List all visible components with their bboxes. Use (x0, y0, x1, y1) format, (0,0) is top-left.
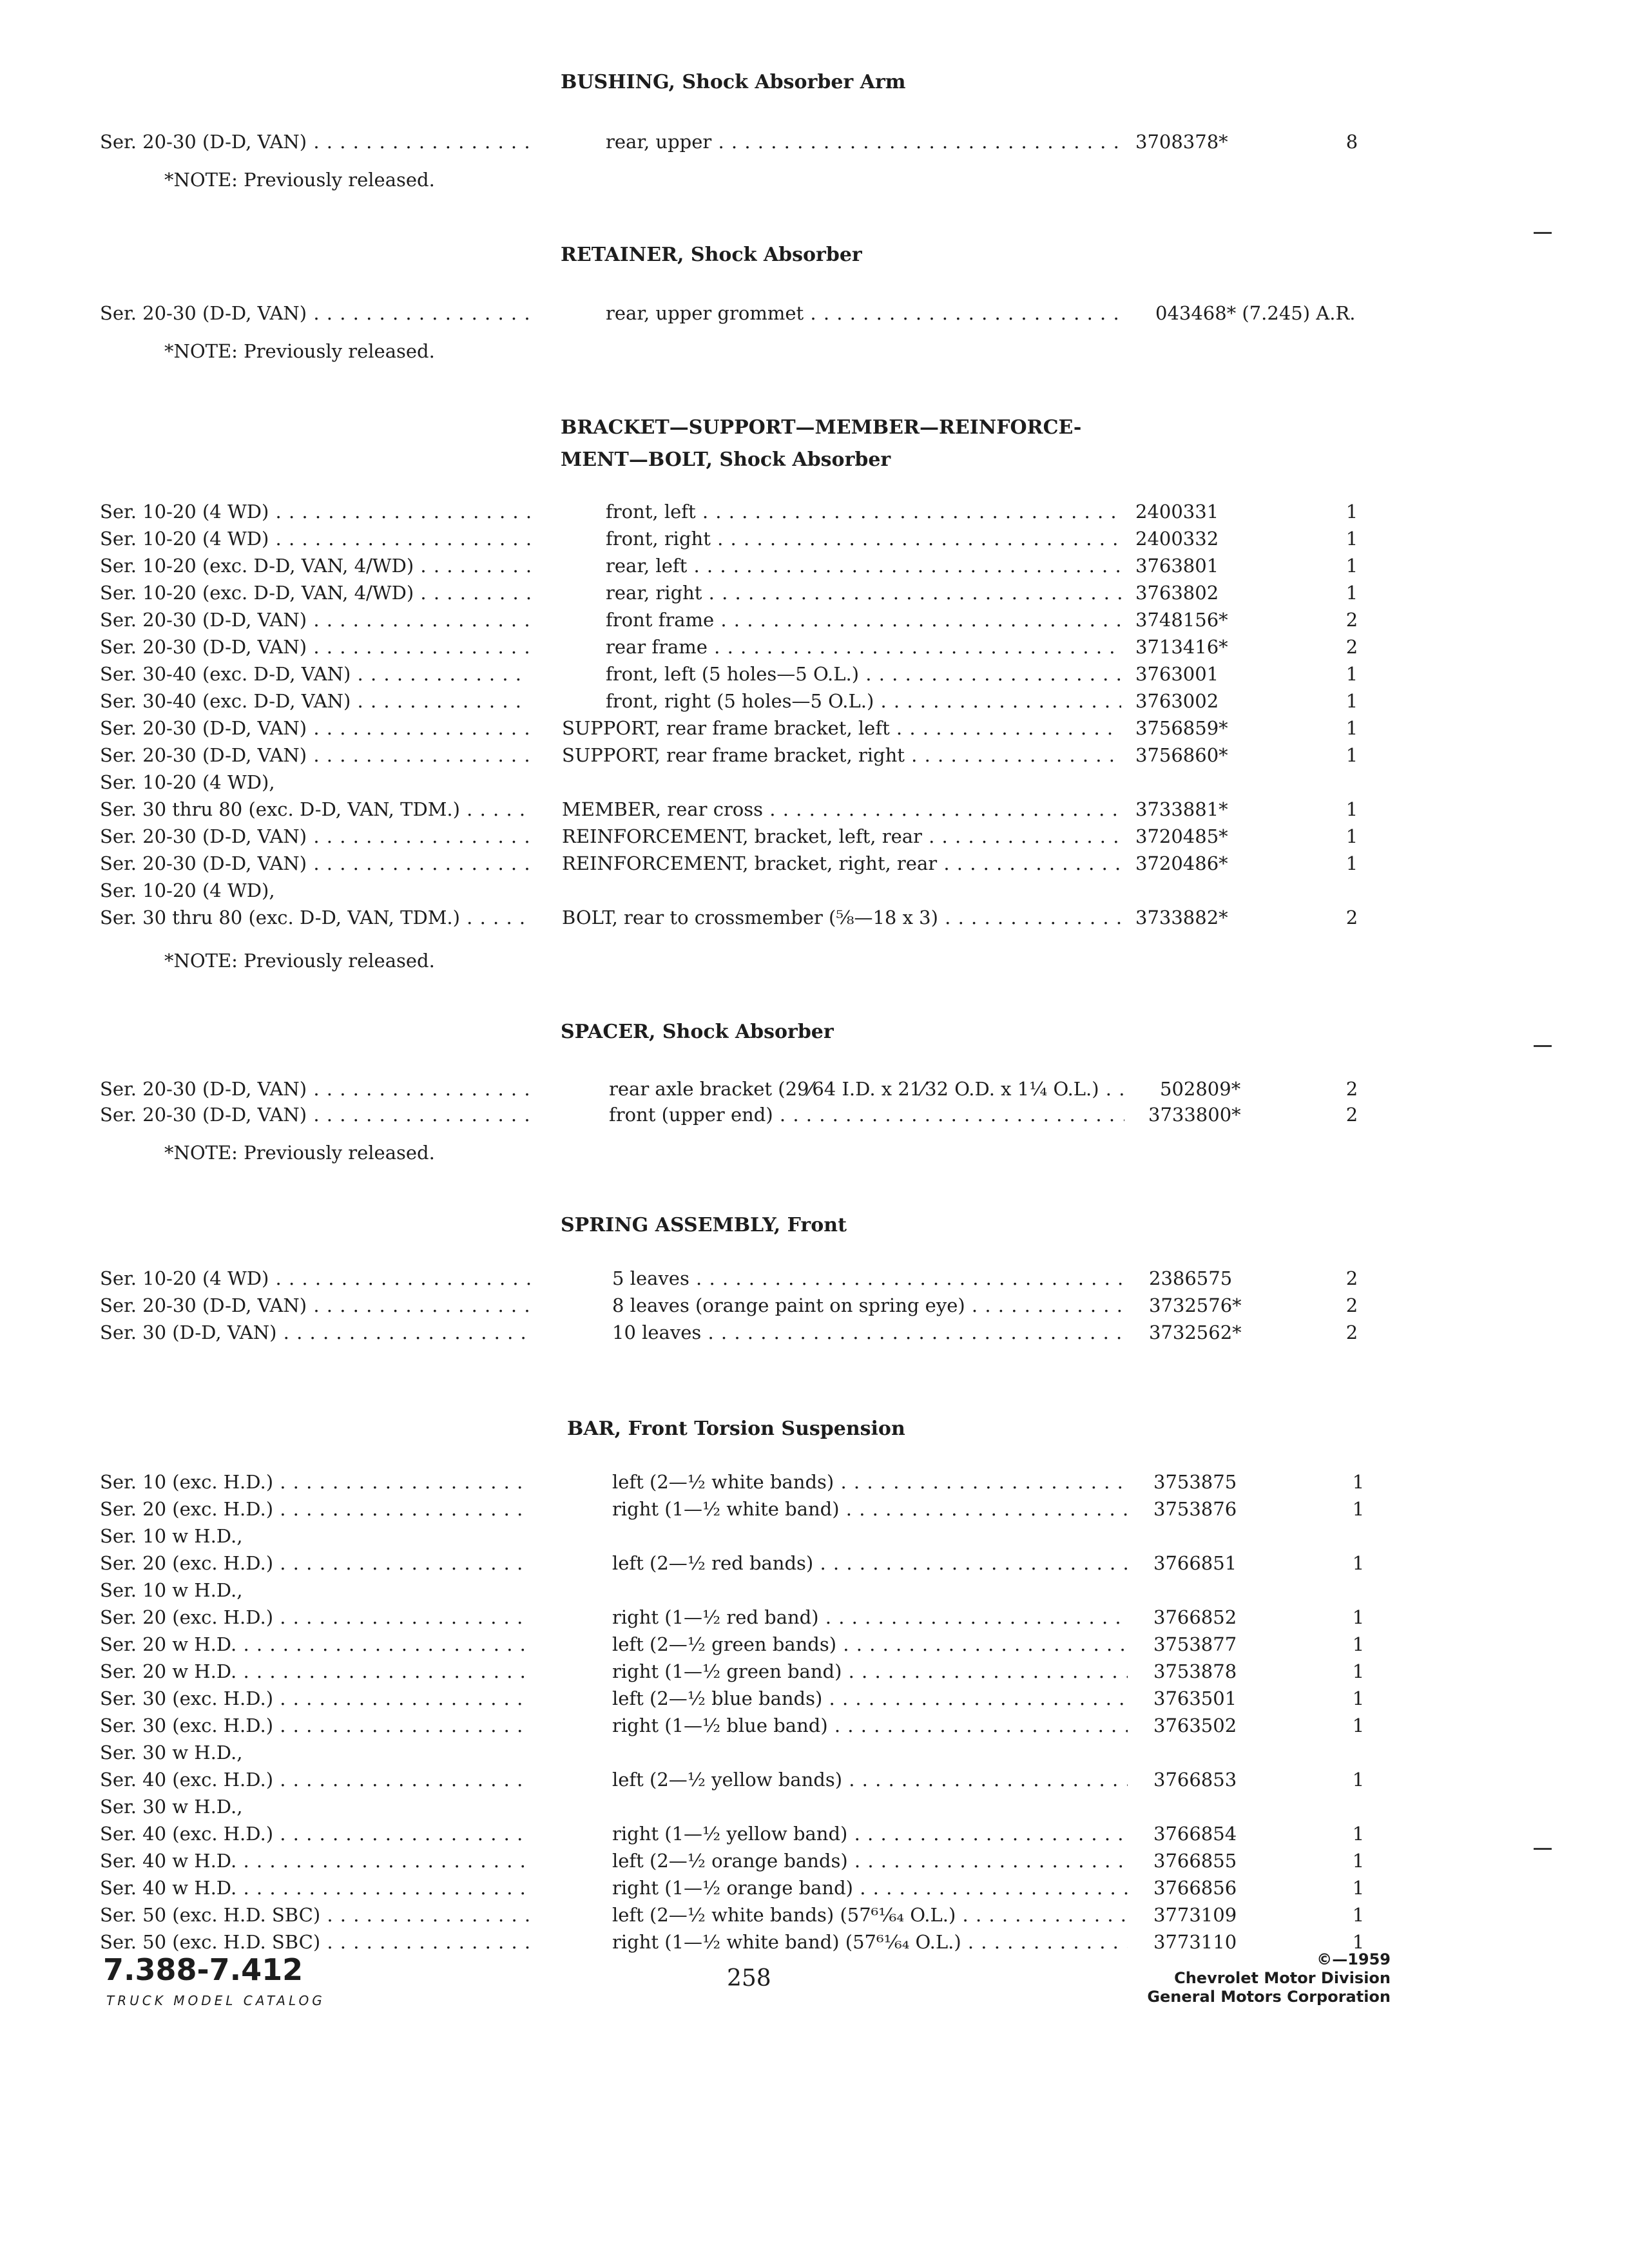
corporation-text: General Motors Corporation (1147, 1988, 1391, 2006)
quantity: 2 (1345, 609, 1358, 631)
part-number: 3732562* (1149, 1321, 1242, 1343)
description-text: right (1—½ orange band) . . . (612, 1875, 1128, 1901)
list-item (0, 1821, 1629, 1847)
series-text: Ser. 10 w H.D., (100, 1525, 243, 1547)
description-text: right (1—½ yellow band) . . . (612, 1821, 1128, 1847)
part-number: 3763501 (1153, 1687, 1237, 1709)
quantity: 1 (1345, 717, 1358, 739)
part-number: 2400331 (1135, 501, 1219, 523)
description-text: front, right (5 holes—5 O.L.) . . . (606, 688, 1121, 714)
publisher-block (1147, 1950, 1391, 2006)
quantity: 2 (1345, 636, 1358, 658)
quantity: 1 (1352, 1850, 1365, 1872)
list-item (0, 1550, 1629, 1576)
description-text: SUPPORT, rear frame bracket, left . . . (562, 715, 1121, 741)
quantity: 1 (1345, 690, 1358, 712)
part-number: 3720486* (1135, 852, 1228, 874)
description-text: front (upper end) . . . (609, 1102, 1124, 1128)
part-number: 3763502 (1153, 1715, 1237, 1736)
series-text: Ser. 20-30 (D-D, VAN) . . . (100, 1293, 530, 1318)
part-number: 3766853 (1153, 1769, 1237, 1791)
quantity: 2 (1345, 1267, 1358, 1289)
description-text: right (1—½ white band) . . . (612, 1496, 1128, 1522)
list-item (0, 129, 1629, 155)
part-number: 3766855 (1153, 1850, 1237, 1872)
series-text: Ser. 20-30 (D-D, VAN) . . . (100, 715, 530, 741)
quantity: 2 (1345, 1104, 1358, 1126)
description-text: left (2—½ yellow bands) . . . (612, 1767, 1128, 1792)
series-text: Ser. 30 w H.D., (100, 1742, 243, 1763)
series-text: Ser. 30 thru 80 (exc. D-D, VAN, TDM.) . . . (100, 796, 530, 822)
page-code: 7.388-7.412 (103, 1952, 304, 1987)
description-text: MEMBER, rear cross . . . (562, 796, 1121, 822)
list-item (0, 823, 1629, 849)
section-title: SPACER, Shock Absorber (561, 1021, 834, 1043)
list-item (0, 715, 1629, 741)
quantity: 2 (1345, 1321, 1358, 1343)
part-number: 043468* (7.245) A.R. (1155, 302, 1356, 324)
list-item (0, 1496, 1629, 1522)
series-text: Ser. 10 (exc. H.D.) . . . (100, 1469, 530, 1495)
description-text: left (2—½ red bands) . . . (612, 1550, 1128, 1576)
quantity: 1 (1352, 1633, 1365, 1655)
series-text: Ser. 20-30 (D-D, VAN) . . . (100, 823, 530, 849)
list-item (0, 526, 1629, 552)
list-item (0, 878, 1629, 903)
description-text: REINFORCEMENT, bracket, left, rear . . . (562, 823, 1121, 849)
quantity: 1 (1345, 528, 1358, 550)
note-text: *NOTE: Previously released. (164, 340, 435, 362)
series-text: Ser. 20-30 (D-D, VAN) . . . (100, 1076, 530, 1102)
series-text: Ser. 10-20 (exc. D-D, VAN, 4/WD) . . . (100, 553, 530, 579)
quantity: 1 (1352, 1471, 1365, 1493)
list-item (0, 300, 1629, 326)
part-number: 2400332 (1135, 528, 1219, 550)
part-number: 3753878 (1153, 1660, 1237, 1682)
list-item (0, 634, 1629, 660)
description-text: SUPPORT, rear frame bracket, right . . . (562, 742, 1121, 768)
quantity: 1 (1352, 1715, 1365, 1736)
quantity: 1 (1345, 663, 1358, 685)
list-item (0, 1320, 1629, 1345)
description-text: rear axle bracket (29⁄64 I.D. x 21⁄32 O.D. x 1¼ O.L.) . . . (609, 1076, 1124, 1102)
list-item (0, 1658, 1629, 1684)
quantity: 1 (1345, 852, 1358, 874)
quantity: 1 (1352, 1687, 1365, 1709)
list-item (0, 1794, 1629, 1820)
margin-mark (1534, 1045, 1552, 1047)
quantity: 1 (1345, 744, 1358, 766)
part-number: 3766851 (1153, 1552, 1237, 1574)
section-title: RETAINER, Shock Absorber (561, 244, 862, 266)
series-text: Ser. 20-30 (D-D, VAN) . . . (100, 742, 530, 768)
series-text: Ser. 10-20 (exc. D-D, VAN, 4/WD) . . . (100, 580, 530, 606)
description-text: left (2—½ white bands) (57⁶¹⁄₆₄ O.L.) . . . (612, 1902, 1128, 1928)
list-item (0, 905, 1629, 930)
description-text: right (1—½ white band) (57⁶¹⁄₆₄ O.L.) . . . (612, 1929, 1128, 1955)
series-text: Ser. 20 (exc. H.D.) . . . (100, 1550, 530, 1576)
margin-mark (1534, 1848, 1552, 1850)
description-text: rear frame . . . (606, 634, 1121, 660)
note-text: *NOTE: Previously released. (164, 950, 435, 972)
description-text: 10 leaves . . . (612, 1320, 1128, 1345)
catalog-name: TRUCK MODEL CATALOG (106, 1993, 325, 2008)
section-title: BRACKET—SUPPORT—MEMBER—REINFORCE- (561, 416, 1082, 439)
list-item (0, 1293, 1629, 1318)
series-text: Ser. 40 (exc. H.D.) . . . (100, 1767, 530, 1792)
part-number: 3753875 (1153, 1471, 1237, 1493)
part-number: 3756860* (1135, 744, 1228, 766)
description-text: front, right . . . (606, 526, 1121, 552)
series-text: Ser. 10-20 (4 WD), (100, 879, 275, 901)
list-item (0, 1076, 1629, 1102)
quantity: 1 (1352, 1606, 1365, 1628)
list-item (0, 1265, 1629, 1291)
description-text: front, left . . . (606, 499, 1121, 524)
description-text: rear, upper grommet . . . (606, 300, 1121, 326)
description-text: right (1—½ red band) . . . (612, 1604, 1128, 1630)
copyright-text: ©—1959 (1316, 1950, 1391, 1968)
series-text: Ser. 10 w H.D., (100, 1579, 243, 1601)
part-number: 3763001 (1135, 663, 1219, 685)
quantity: 1 (1352, 1660, 1365, 1682)
list-item (0, 1848, 1629, 1874)
section-title: BAR, Front Torsion Suspension (567, 1418, 905, 1440)
description-text: front, left (5 holes—5 O.L.) . . . (606, 661, 1121, 687)
list-item (0, 499, 1629, 524)
list-item (0, 607, 1629, 633)
description-text: REINFORCEMENT, bracket, right, rear . . . (562, 850, 1121, 876)
quantity: 8 (1345, 131, 1358, 153)
list-item (0, 553, 1629, 579)
series-text: Ser. 50 (exc. H.D. SBC) . . . (100, 1902, 530, 1928)
series-text: Ser. 10-20 (4 WD), (100, 771, 275, 793)
part-number: 3763002 (1135, 690, 1219, 712)
section-title: BUSHING, Shock Absorber Arm (561, 71, 906, 93)
series-text: Ser. 20-30 (D-D, VAN) . . . (100, 607, 530, 633)
quantity: 2 (1345, 1294, 1358, 1316)
description-text: BOLT, rear to crossmember (⅝—18 x 3) . . . (562, 905, 1121, 930)
series-text: Ser. 20 w H.D. . . . (100, 1658, 530, 1684)
series-text: Ser. 30 w H.D., (100, 1796, 243, 1818)
series-text: Ser. 20 (exc. H.D.) . . . (100, 1604, 530, 1630)
list-item (0, 688, 1629, 714)
series-text: Ser. 20 (exc. H.D.) . . . (100, 1496, 530, 1522)
note-text: *NOTE: Previously released. (164, 169, 435, 191)
list-item (0, 1902, 1629, 1928)
series-text: Ser. 40 (exc. H.D.) . . . (100, 1821, 530, 1847)
series-text: Ser. 10-20 (4 WD) . . . (100, 499, 530, 524)
description-text: rear, right . . . (606, 580, 1121, 606)
list-item (0, 1604, 1629, 1630)
quantity: 2 (1345, 907, 1358, 928)
list-item (0, 1740, 1629, 1765)
part-number: 3733800* (1148, 1104, 1241, 1126)
list-item (0, 1875, 1629, 1901)
description-text: right (1—½ green band) . . . (612, 1658, 1128, 1684)
series-text: Ser. 20-30 (D-D, VAN) . . . (100, 634, 530, 660)
series-text: Ser. 20-30 (D-D, VAN) . . . (100, 850, 530, 876)
part-number: 2386575 (1149, 1267, 1233, 1289)
quantity: 1 (1345, 555, 1358, 577)
description-text: left (2—½ blue bands) . . . (612, 1686, 1128, 1711)
series-text: Ser. 20-30 (D-D, VAN) . . . (100, 129, 530, 155)
series-text: Ser. 30 (exc. H.D.) . . . (100, 1713, 530, 1738)
series-text: Ser. 30-40 (exc. D-D, VAN) . . . (100, 688, 530, 714)
description-text: 5 leaves . . . (612, 1265, 1128, 1291)
part-number: 3733881* (1135, 798, 1228, 820)
list-item (0, 796, 1629, 822)
list-item (0, 661, 1629, 687)
series-text: Ser. 10-20 (4 WD) . . . (100, 526, 530, 552)
series-text: Ser. 50 (exc. H.D. SBC) . . . (100, 1929, 530, 1955)
part-number: 3753876 (1153, 1498, 1237, 1520)
list-item (0, 1686, 1629, 1711)
series-text: Ser. 20-30 (D-D, VAN) . . . (100, 1102, 530, 1128)
part-number: 502809* (1160, 1078, 1241, 1100)
part-number: 3773110 (1153, 1931, 1237, 1953)
list-item (0, 1523, 1629, 1549)
series-text: Ser. 40 w H.D. . . . (100, 1848, 530, 1874)
description-text: rear, left . . . (606, 553, 1121, 579)
quantity: 1 (1352, 1877, 1365, 1899)
description-text: left (2—½ green bands) . . . (612, 1631, 1128, 1657)
part-number: 3720485* (1135, 825, 1228, 847)
quantity: 1 (1345, 825, 1358, 847)
section-title: SPRING ASSEMBLY, Front (561, 1214, 847, 1236)
list-item (0, 769, 1629, 795)
quantity: 1 (1345, 501, 1358, 523)
part-number: 3766852 (1153, 1606, 1237, 1628)
quantity: 1 (1352, 1498, 1365, 1520)
part-number: 3763801 (1135, 555, 1219, 577)
quantity: 1 (1352, 1823, 1365, 1845)
part-number: 3766854 (1153, 1823, 1237, 1845)
page-number: 258 (727, 1965, 771, 1992)
quantity: 1 (1352, 1769, 1365, 1791)
list-item (0, 1469, 1629, 1495)
margin-mark (1534, 232, 1552, 234)
series-text: Ser. 30 thru 80 (exc. D-D, VAN, TDM.) . . . (100, 905, 530, 930)
note-text: *NOTE: Previously released. (164, 1142, 435, 1164)
series-text: Ser. 30 (D-D, VAN) . . . (100, 1320, 530, 1345)
part-number: 3732576* (1149, 1294, 1242, 1316)
quantity: 1 (1345, 582, 1358, 604)
list-item (0, 1631, 1629, 1657)
description-text: front frame . . . (606, 607, 1121, 633)
series-text: Ser. 20 w H.D. . . . (100, 1631, 530, 1657)
section-title-continued: MENT—BOLT, Shock Absorber (561, 448, 891, 471)
series-text: Ser. 40 w H.D. . . . (100, 1875, 530, 1901)
quantity: 1 (1352, 1931, 1365, 1953)
series-text: Ser. 30-40 (exc. D-D, VAN) . . . (100, 661, 530, 687)
part-number: 3733882* (1135, 907, 1228, 928)
list-item (0, 1102, 1629, 1128)
part-number: 3766856 (1153, 1877, 1237, 1899)
part-number: 3748156* (1135, 609, 1228, 631)
quantity: 1 (1352, 1552, 1365, 1574)
quantity: 2 (1345, 1078, 1358, 1100)
part-number: 3763802 (1135, 582, 1219, 604)
series-text: Ser. 10-20 (4 WD) . . . (100, 1265, 530, 1291)
list-item (0, 1713, 1629, 1738)
series-text: Ser. 30 (exc. H.D.) . . . (100, 1686, 530, 1711)
description-text: 8 leaves (orange paint on spring eye) . . . (612, 1293, 1128, 1318)
part-number: 3708378* (1135, 131, 1228, 153)
part-number: 3753877 (1153, 1633, 1237, 1655)
part-number: 3773109 (1153, 1904, 1237, 1926)
list-item (0, 1767, 1629, 1792)
description-text: left (2—½ orange bands) . . . (612, 1848, 1128, 1874)
list-item (0, 742, 1629, 768)
division-text: Chevrolet Motor Division (1174, 1969, 1391, 1987)
series-text: Ser. 20-30 (D-D, VAN) . . . (100, 300, 530, 326)
part-number: 3756859* (1135, 717, 1228, 739)
list-item (0, 1577, 1629, 1603)
description-text: right (1—½ blue band) . . . (612, 1713, 1128, 1738)
quantity: 1 (1352, 1904, 1365, 1926)
list-item (0, 850, 1629, 876)
description-text: rear, upper . . . (606, 129, 1121, 155)
quantity: 1 (1345, 798, 1358, 820)
description-text: left (2—½ white bands) . . . (612, 1469, 1128, 1495)
part-number: 3713416* (1135, 636, 1228, 658)
list-item (0, 580, 1629, 606)
